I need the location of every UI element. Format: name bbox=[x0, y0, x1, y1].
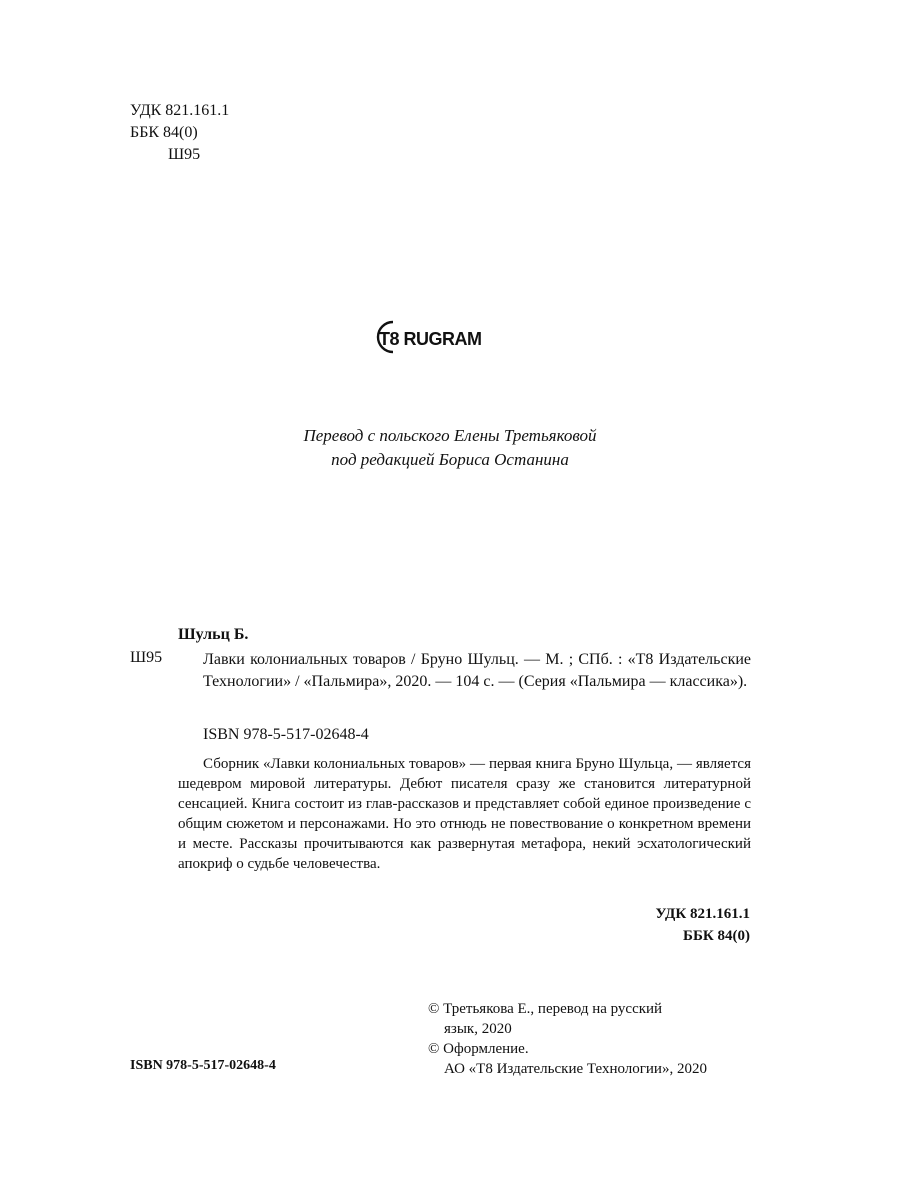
catalog-description: Лавки колониальных товаров / Бруно Шульц. — М. ; СПб. : «Т8 Издательские Технологии» / «Пальмира», 2020. — 104 с. — (Серия «Пальмира — классика»). bbox=[203, 651, 751, 690]
editor-line: под редакцией Бориса Останина bbox=[331, 450, 569, 469]
copyright-design-cont: АО «Т8 Издательские Технологии», 2020 bbox=[444, 1061, 707, 1077]
catalog-classification bbox=[656, 903, 750, 947]
t8-rugram-logo-icon bbox=[371, 318, 511, 356]
translation-credit bbox=[150, 424, 750, 472]
copyright-translation: © Третьякова Е., перевод на русский bbox=[428, 1001, 663, 1017]
copyright-translation-cont: язык, 2020 bbox=[444, 1021, 512, 1037]
classification-top bbox=[130, 100, 229, 166]
catalog-author: Шульц Б. bbox=[178, 626, 249, 643]
logo-text: T8 RUGRAM bbox=[379, 329, 482, 349]
author-mark: Ш95 bbox=[168, 146, 201, 163]
isbn-bottom: ISBN 978-5-517-02648-4 bbox=[130, 1058, 276, 1073]
annotation: Сборник «Лавки колониальных товаров» — первая книга Бруно Шульца, — является шедевром мировой литературы. Дебют писателя сразу же становится литературной сенсацией. Книга состоит из глав-рассказов и представляет собой единое произведение с общим сюжетом и персонажами. Но это отнюдь не повествование о конкретном времени и месте. Рассказы прочитываются как развернутая метафора, некий эсхатологический апокриф о судьбе человечества. bbox=[178, 756, 751, 872]
udk-code: УДК 821.161.1 bbox=[130, 102, 230, 119]
copyright-design: © Оформление. bbox=[428, 1041, 529, 1057]
translator-line: Перевод с польского Елены Третьяковой bbox=[303, 426, 597, 445]
catalog-udk: УДК 821.161.1 bbox=[655, 906, 750, 922]
bbk-code: ББК 84(0) bbox=[130, 124, 198, 141]
copyright-block bbox=[428, 999, 758, 1079]
catalog-code: Ш95 bbox=[130, 649, 163, 666]
publisher-logo bbox=[371, 318, 511, 356]
catalog-isbn: ISBN 978-5-517-02648-4 bbox=[203, 726, 369, 743]
catalog-bbk: ББК 84(0) bbox=[683, 928, 750, 944]
